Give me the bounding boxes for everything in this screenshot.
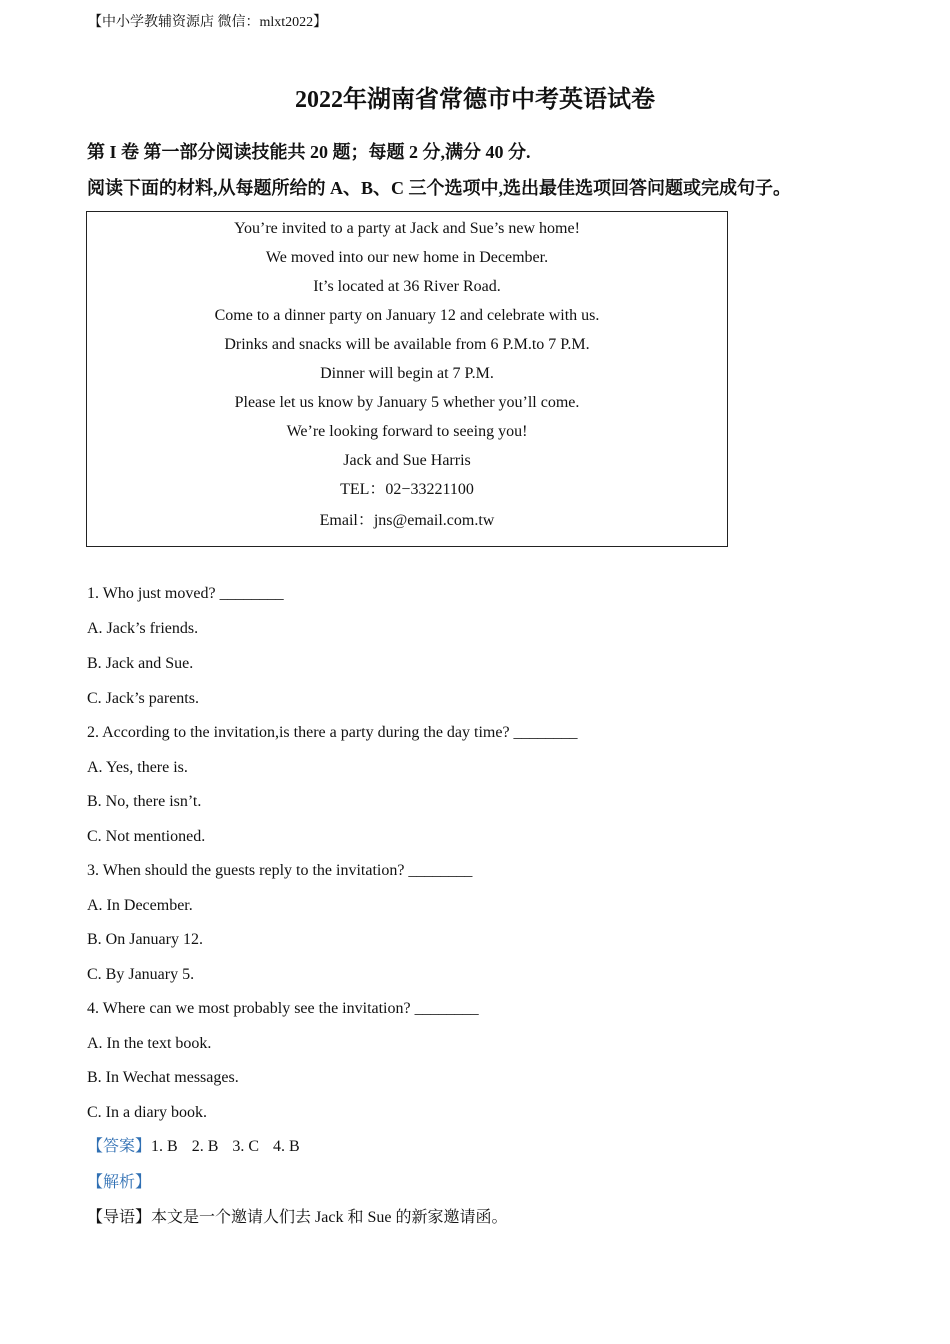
invitation-email: Email：jns@email.com.tw: [319, 512, 495, 529]
invitation-phone: TEL：02−33221100: [340, 481, 474, 498]
question-4-option-a: A. In the text book.: [87, 1035, 212, 1052]
question-3-option-b: B. On January 12.: [87, 931, 203, 948]
answer-item: 2. B: [191, 1138, 219, 1155]
analysis-label: 【解析】: [87, 1174, 152, 1191]
section-heading: 第 I 卷 第一部分阅读技能共 20 题；每题 2 分,满分 40 分.: [87, 142, 531, 162]
answer-item: 1. B: [151, 1138, 178, 1155]
question-3-stem: 3. When should the guests reply to the invitation? ________: [87, 862, 473, 879]
guide-line: [87, 1208, 507, 1228]
answer-line: [87, 1137, 300, 1157]
answer-label: 【答案】: [87, 1138, 152, 1155]
question-4-option-c: C. In a diary book.: [87, 1104, 207, 1121]
invitation-line: It’s located at 36 River Road.: [313, 278, 501, 295]
invitation-signature: Jack and Sue Harris: [343, 452, 471, 469]
invitation-line: You’re invited to a party at Jack and Sue’s new home!: [234, 220, 580, 237]
invitation-line: Come to a dinner party on January 12 and celebrate with us.: [214, 307, 600, 324]
page-title: 2022年湖南省常德市中考英语试卷: [295, 87, 655, 113]
question-1-option-b: B. Jack and Sue.: [87, 655, 194, 672]
invitation-line: Dinner will begin at 7 P.M.: [320, 365, 494, 382]
question-1-option-c: C. Jack’s parents.: [87, 690, 199, 707]
question-4-option-b: B. In Wechat messages.: [87, 1069, 239, 1086]
invitation-line: We’re looking forward to seeing you!: [286, 423, 528, 440]
question-3-option-a: A. In December.: [87, 897, 193, 914]
invitation-box: [86, 211, 728, 547]
question-2-stem: 2. According to the invitation,is there a party during the day time? ________: [87, 724, 578, 741]
question-4-stem: 4. Where can we most probably see the invitation? ________: [87, 1000, 479, 1017]
answer-item: 4. B: [273, 1138, 300, 1155]
invitation-line: Drinks and snacks will be available from 6 P.M.to 7 P.M.: [224, 336, 590, 353]
question-1-option-a: A. Jack’s friends.: [87, 620, 199, 637]
invitation-line: We moved into our new home in December.: [265, 249, 549, 266]
guide-label: 【导语】: [87, 1209, 152, 1226]
watermark-header: 【中小学教辅资源店 微信：mlxt2022】: [88, 15, 328, 30]
guide-text: 本文是一个邀请人们去 Jack 和 Sue 的新家邀请函。: [151, 1209, 508, 1226]
question-2-option-b: B. No, there isn’t.: [87, 793, 202, 810]
question-1-stem: 1. Who just moved? ________: [87, 585, 284, 602]
reading-instruction: 阅读下面的材料,从每题所给的 A、B、C 三个选项中,选出最佳选项回答问题或完成句子。: [87, 178, 792, 198]
question-2-option-c: C. Not mentioned.: [87, 828, 206, 845]
question-2-option-a: A. Yes, there is.: [87, 759, 188, 776]
invitation-line: Please let us know by January 5 whether you’ll come.: [234, 394, 580, 411]
answer-item: 3. C: [232, 1138, 260, 1155]
question-3-option-c: C. By January 5.: [87, 966, 195, 983]
